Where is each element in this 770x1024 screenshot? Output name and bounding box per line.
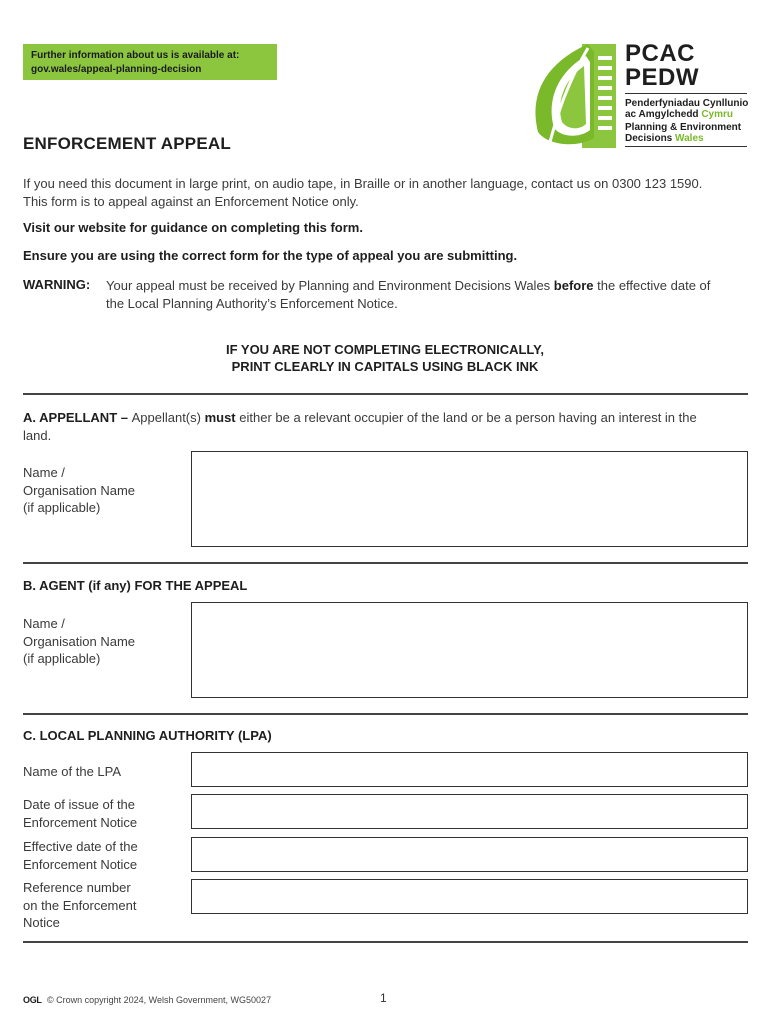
leaf-building-icon <box>528 42 620 150</box>
correct-form-note: Ensure you are using the correct form for the type of appeal you are submitting. <box>23 248 518 263</box>
intro-paragraph: If you need this document in large print, on audio tape, in Braille or in another language, contact us on 0300 123 1590. This form is to appeal against an Enforcement Notice only. <box>23 176 703 209</box>
section-a-heading: A. APPELLANT – Appellant(s) must either be a relevant occupier of the land or be a person having an interest in the land. <box>23 410 697 443</box>
section-c-heading: C. LOCAL PLANNING AUTHORITY (LPA) <box>23 728 272 743</box>
lpa-name-field[interactable] <box>191 752 748 787</box>
logo-divider <box>625 93 747 94</box>
logo-divider-bottom <box>625 146 747 147</box>
logo-english-line-1: Planning & Environment <box>625 122 742 133</box>
warning-label: WARNING: <box>23 277 91 292</box>
reference-number-label: Reference number on the Enforcement Notice <box>23 880 137 930</box>
logo-acronym-line-2: PEDW <box>625 64 699 91</box>
effective-date-field[interactable] <box>191 837 748 872</box>
caps-instruction-line-2: PRINT CLEARLY IN CAPITALS USING BLACK INK <box>231 359 539 374</box>
info-box <box>23 44 277 80</box>
reference-number-field[interactable] <box>191 879 748 914</box>
ogl-logo: OGL <box>23 995 42 1005</box>
copyright-text: © Crown copyright 2024, Welsh Government, WG50027 <box>47 995 272 1005</box>
section-b-heading: B. AGENT (if any) FOR THE APPEAL <box>23 578 248 593</box>
logo-acronym <box>625 42 699 90</box>
caps-instruction-line-1: IF YOU ARE NOT COMPLETING ELECTRONICALLY, <box>225 342 545 357</box>
effective-date-label: Effective date of the Enforcement Notice <box>23 839 138 872</box>
logo-acronym-line-1: PCAC <box>625 40 696 67</box>
lpa-name-label: Name of the LPA <box>23 764 122 779</box>
section-divider <box>23 713 748 715</box>
appellant-name-field[interactable] <box>191 451 748 547</box>
logo-welsh-line-1: Penderfyniadau Cynllunio <box>625 98 749 109</box>
section-divider <box>23 393 748 395</box>
info-line-2[interactable]: gov.wales/appeal-planning-decision <box>31 64 202 75</box>
agent-name-label: Name / Organisation Name (if applicable) <box>23 616 135 666</box>
agent-name-field[interactable] <box>191 602 748 698</box>
visit-website-note: Visit our website for guidance on completing this form. <box>23 220 363 235</box>
logo-english-line-2: Decisions Wales <box>625 133 704 144</box>
info-line-1: Further information about us is available at: <box>31 50 240 61</box>
issue-date-field[interactable] <box>191 794 748 829</box>
page-title: ENFORCEMENT APPEAL <box>23 134 231 153</box>
section-divider <box>23 562 748 564</box>
page-number: 1 <box>380 991 387 1005</box>
logo-welsh-line-2: ac Amgylchedd Cymru <box>625 109 734 120</box>
section-divider <box>23 941 748 943</box>
warning-text: Your appeal must be received by Planning and Environment Decisions Wales before the effective date of the Local Planning Authority’s Enforcement Notice. <box>106 278 711 311</box>
appellant-name-label: Name / Organisation Name (if applicable) <box>23 465 135 515</box>
pcac-pedw-logo <box>528 42 750 150</box>
issue-date-label: Date of issue of the Enforcement Notice <box>23 797 138 830</box>
